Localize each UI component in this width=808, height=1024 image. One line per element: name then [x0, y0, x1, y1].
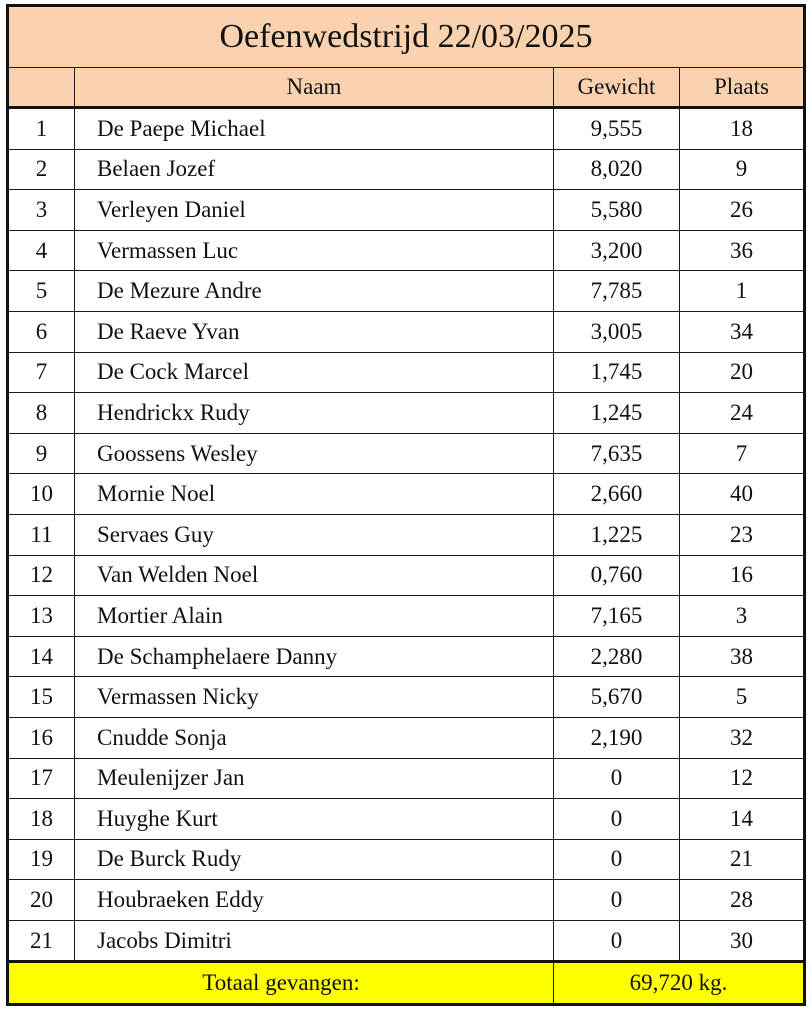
table-row	[8, 920, 805, 962]
row-name: Goossens Wesley	[75, 433, 554, 474]
row-name: Vermassen Nicky	[75, 677, 554, 718]
row-place: 40	[680, 474, 805, 515]
row-weight: 2,190	[554, 717, 680, 758]
row-number: 8	[8, 393, 75, 434]
row-place: 38	[680, 636, 805, 677]
header-name: Naam	[75, 68, 554, 108]
row-weight: 5,670	[554, 677, 680, 718]
row-number: 15	[8, 677, 75, 718]
row-name: Mortier Alain	[75, 596, 554, 637]
table-row	[8, 230, 805, 271]
header-place: Plaats	[680, 68, 805, 108]
row-name: Mornie Noel	[75, 474, 554, 515]
row-number: 7	[8, 352, 75, 393]
row-number: 20	[8, 880, 75, 921]
row-number: 18	[8, 799, 75, 840]
row-number: 6	[8, 311, 75, 352]
table-row	[8, 271, 805, 312]
row-place: 18	[680, 108, 805, 150]
total-value: 69,720 kg.	[554, 962, 805, 1005]
row-place: 12	[680, 758, 805, 799]
row-weight: 7,785	[554, 271, 680, 312]
results-sheet	[6, 4, 803, 1006]
table-row	[8, 433, 805, 474]
row-weight: 1,225	[554, 514, 680, 555]
row-weight: 0	[554, 799, 680, 840]
row-number: 19	[8, 839, 75, 880]
row-name: Servaes Guy	[75, 514, 554, 555]
row-number: 2	[8, 149, 75, 190]
row-weight: 2,280	[554, 636, 680, 677]
row-number: 5	[8, 271, 75, 312]
row-place: 14	[680, 799, 805, 840]
row-number: 16	[8, 717, 75, 758]
row-number: 12	[8, 555, 75, 596]
row-weight: 9,555	[554, 108, 680, 150]
row-place: 24	[680, 393, 805, 434]
table-row	[8, 514, 805, 555]
row-weight: 0,760	[554, 555, 680, 596]
row-weight: 0	[554, 920, 680, 962]
results-table	[6, 4, 806, 1006]
table-row	[8, 636, 805, 677]
row-number: 10	[8, 474, 75, 515]
row-name: Van Welden Noel	[75, 555, 554, 596]
row-place: 32	[680, 717, 805, 758]
row-weight: 1,745	[554, 352, 680, 393]
row-number: 9	[8, 433, 75, 474]
row-place: 16	[680, 555, 805, 596]
row-weight: 0	[554, 758, 680, 799]
row-name: Jacobs Dimitri	[75, 920, 554, 962]
row-place: 23	[680, 514, 805, 555]
row-weight: 1,245	[554, 393, 680, 434]
row-number: 21	[8, 920, 75, 962]
table-row	[8, 474, 805, 515]
table-row	[8, 799, 805, 840]
row-place: 21	[680, 839, 805, 880]
title-row	[8, 6, 805, 68]
row-place: 5	[680, 677, 805, 718]
row-number: 11	[8, 514, 75, 555]
row-name: Vermassen Luc	[75, 230, 554, 271]
row-name: Meulenijzer Jan	[75, 758, 554, 799]
header-weight: Gewicht	[554, 68, 680, 108]
row-weight: 3,005	[554, 311, 680, 352]
table-row	[8, 758, 805, 799]
row-name: Huyghe Kurt	[75, 799, 554, 840]
row-name: Houbraeken Eddy	[75, 880, 554, 921]
table-row	[8, 108, 805, 150]
row-name: Belaen Jozef	[75, 149, 554, 190]
table-row	[8, 555, 805, 596]
sheet-title: Oefenwedstrijd 22/03/2025	[8, 6, 805, 68]
row-number: 1	[8, 108, 75, 150]
row-name: De Schamphelaere Danny	[75, 636, 554, 677]
row-place: 30	[680, 920, 805, 962]
header-row	[8, 68, 805, 108]
row-name: De Raeve Yvan	[75, 311, 554, 352]
row-place: 28	[680, 880, 805, 921]
row-weight: 0	[554, 880, 680, 921]
row-place: 3	[680, 596, 805, 637]
row-name: Verleyen Daniel	[75, 190, 554, 231]
row-number: 4	[8, 230, 75, 271]
row-name: Cnudde Sonja	[75, 717, 554, 758]
row-number: 13	[8, 596, 75, 637]
row-name: Hendrickx Rudy	[75, 393, 554, 434]
row-place: 9	[680, 149, 805, 190]
table-row	[8, 352, 805, 393]
table-row	[8, 149, 805, 190]
row-number: 14	[8, 636, 75, 677]
table-row	[8, 393, 805, 434]
row-name: De Burck Rudy	[75, 839, 554, 880]
row-weight: 8,020	[554, 149, 680, 190]
row-weight: 7,635	[554, 433, 680, 474]
row-place: 34	[680, 311, 805, 352]
total-label: Totaal gevangen:	[8, 962, 554, 1005]
row-place: 20	[680, 352, 805, 393]
row-number: 17	[8, 758, 75, 799]
row-place: 7	[680, 433, 805, 474]
row-place: 1	[680, 271, 805, 312]
row-name: De Cock Marcel	[75, 352, 554, 393]
table-row	[8, 677, 805, 718]
total-row	[8, 962, 805, 1005]
table-row	[8, 596, 805, 637]
table-row	[8, 311, 805, 352]
table-row	[8, 717, 805, 758]
row-weight: 5,580	[554, 190, 680, 231]
table-row	[8, 839, 805, 880]
row-weight: 0	[554, 839, 680, 880]
row-place: 36	[680, 230, 805, 271]
row-name: De Paepe Michael	[75, 108, 554, 150]
row-weight: 2,660	[554, 474, 680, 515]
row-weight: 3,200	[554, 230, 680, 271]
table-row	[8, 190, 805, 231]
row-number: 3	[8, 190, 75, 231]
row-weight: 7,165	[554, 596, 680, 637]
header-number	[8, 68, 75, 108]
row-name: De Mezure Andre	[75, 271, 554, 312]
table-row	[8, 880, 805, 921]
row-place: 26	[680, 190, 805, 231]
